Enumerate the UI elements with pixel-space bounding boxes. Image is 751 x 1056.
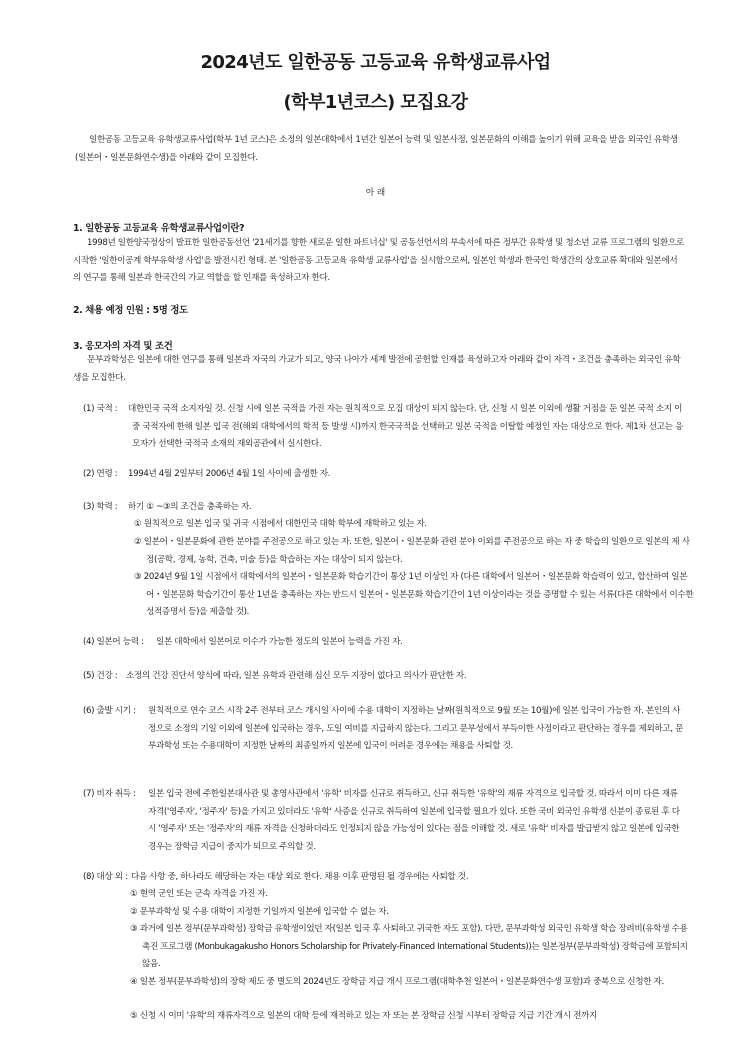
item-1-label: (1) 국적 :	[83, 404, 118, 414]
item-3-condition-2: ② 일본어・일본문화에 관한 분야를 주전공으로 하고 있는 자. 또한, 일본어・일본문화 관련 분야 이외를 주전공으로 하는 자 중 학습의 일환으로 일본의 제 사정(공학, 경제, 농학, 건축, 미술 등)을 학습하는 자는 대상이 되지 않는다.	[134, 537, 690, 565]
item-3-lead: 하기 ① ~③의 조건을 충족하는 자.	[128, 502, 252, 512]
page-title: 2024년도 일한공동 고등교육 유학생교류사업	[200, 52, 551, 73]
item-8-label: (8) 대상 외 :	[83, 872, 128, 882]
section-3-heading: 3. 응모자의 자격 및 조건	[73, 341, 173, 352]
item-7-label: (7) 비자 취득 :	[83, 789, 136, 799]
item-8-exclusion-4: ④ 일본 정부(문부과학성)의 장학 제도 중 별도의 2024년도 장학금 지급 개시 프로그램(대학추천 일본어・일본문화연수생 포함)과 중복으로 신청한 자.	[130, 977, 664, 987]
item-3-condition-3: ③ 2024년 9월 1일 시점에서 대학에서의 일본어・일본문화 학습기간이 통상 1년 이상인 자 (다른 대학에서 일본어・일본문화 학습력이 있고, 합산하여 일본어・일본문화 학습기간이 통산 1년을 충족하는 자는 반드시 일본어・일본문화 학습기간이 1년 이상이라는 것을 증명할 수 있는 서류(다른 대학에서 이수한 성적증명서 등)을 제출할 것).	[134, 572, 694, 617]
section-2-heading: 2. 채용 예정 인원 : 5명 정도	[73, 305, 188, 316]
item-5-label: (5) 건강 :	[83, 671, 118, 681]
item-8-exclusion-3: ③ 과거에 일본 정부(문부과학성) 장학금 유학생이었던 자(일본 입국 후 사퇴하고 귀국한 자도 포함). 다만, 문부과학성 외국인 유학생 학습 장려비(유학생 수용 촉진 프로그램 (Monbukagakusho Honors Scholarship for Privately-Financed International Students))는 일본정부(문부과학성) 장학금에 포함되지 않음.	[130, 924, 688, 969]
item-3-label: (3) 학력 :	[83, 502, 118, 512]
intro-paragraph: 일한공동 고등교육 유학생교류사업(학부 1년 코스)은 소정의 일본대학에서 1년간 일본어 능력 및 일본사정, 일본문화의 이해를 높이기 위해 교육을 받을 외국인 유학생(일본어・일본문화연수생)을 아래와 같이 모집한다.	[75, 135, 678, 163]
item-6-label: (6) 출발 시기 :	[83, 706, 136, 716]
section-1-heading: 1. 일한공동 고등교육 유학생교류사업이란?	[73, 223, 245, 234]
page-subtitle: (학부1년코스) 모집요강	[283, 92, 468, 113]
item-5-text: 소정의 건강 진단서 양식에 따라, 일본 유학과 관련해 심신 모두 지장이 없다고 의사가 판단한 자.	[126, 671, 467, 681]
section-3-intro: 문부과학성은 일본에 대한 연구를 통해 일본과 자국의 가교가 되고, 양국 나아가 세계 발전에 공헌할 인재를 육성하고자 아래와 같이 자격・조건을 충족하는 외국인 유학생을 모집한다.	[73, 355, 681, 383]
item-8-exclusion-1: ① 현역 군인 또는 군속 자격을 가진 자.	[130, 889, 268, 899]
item-4-label: (4) 일본어 능력 :	[83, 637, 144, 647]
item-8-exclusion-2: ② 문부과학성 및 수용 대학이 지정한 기일까지 일본에 입국할 수 없는 자.	[130, 907, 389, 917]
item-8-lead: 다음 사항 중, 하나라도 해당하는 자는 대상 외로 한다. 채용 이후 판명된 될 경우에는 사퇴할 것.	[131, 872, 469, 882]
section-1-body: 1998년 일한양국정상이 발표한 일한공동선언 '21세기를 향한 새로운 일한 파트너십' 및 공동선언서의 부속서에 따른 정부간 유학생 및 청소년 교류 프로그램의 일환으로 시작한 '일한이공계 학부유학생 사업'을 발전시킨 형태. 본 '일한공동 고등교육 유학생 교류사업'을 실시함으로써, 일본인 학생과 한국인 학생간의 상호교류 확대와 일본에서의 연구를 통해 일본과 한국간의 가교 역할을 할 인재를 육성하고자 한다.	[73, 238, 684, 283]
notice-heading: 아 래	[365, 188, 386, 198]
item-2-label: (2) 연령 :	[83, 469, 118, 479]
item-7-text: 일본 입국 전에 주한일본대사관 및 총영사관에서 '유학' 비자를 신규로 취득하고, 신규 취득한 '유학'의 재류 자격으로 입국할 것. 따라서 이미 다른 재류 자격('영주자', '정주자' 등)을 가지고 있더라도 '유학' 사증을 신규로 취득하여 일본에 입국할 필요가 있다. 또한 국비 외국인 유학생 신분이 종료된 후 다시 '영주자' 또는 '정주자'의 재류 자격을 신청하더라도 인정되지 않을 가능성이 있다는 점을 이해할 것. 새로 '유학' 비자를 발급받지 않고 일본에 입국한 경우는 장학금 지급이 중지가 되므로 주의할 것.	[148, 789, 680, 852]
item-6-text: 원칙적으로 연수 코스 시작 2주 전부터 코스 개시일 사이에 수용 대학이 지정하는 날짜(원칙적으로 9월 또는 10월)에 일본 입국이 가능한 자. 본인의 사정으로 소정의 기일 이외에 일본에 입국하는 경우, 도일 여비를 지급하지 않는다. 그리고 문부성에서 부득이한 사정이라고 판단하는 경우를 제외하고, 문부과학성 또는 수용대학이 지정한 날짜의 최종일까지 일본에 입국이 어려운 경우에는 채용을 사퇴할 것.	[148, 706, 684, 751]
item-8-exclusion-5: ⑤ 신청 시 이미 '유학'의 재류자격으로 일본의 대학 등에 재적하고 있는 자 또는 본 장학금 신청 시부터 장학금 지급 기간 개시 전까지	[130, 1011, 597, 1021]
item-2-text: 1994년 4월 2일부터 2006년 4월 1일 사이에 출생한 자.	[128, 469, 331, 479]
item-1-text: 대한민국 국적 소지자일 것. 신청 시에 일본 국적을 가진 자는 원칙적으로 모집 대상이 되지 않는다. 단, 신청 시 일본 이외에 생활 거점을 둔 일본 국적 소지 이중 국적자에 한해 일본 입국 전(해외 대학에서의 학적 등 발생 시)까지 한국국적을 선택하고 일본 국적을 이탈할 예정인 자는 대상으로 한다. 제1차 선고는 응모자가 선택한 국적국 소재의 재외공관에서 실시한다.	[128, 404, 683, 449]
item-4-text: 일본 대학에서 일본어로 이수가 가능한 정도의 일본어 능력을 가진 자.	[156, 637, 403, 647]
item-3-condition-1: ① 원칙적으로 일본 입국 및 귀국 시점에서 대한민국 대학 학부에 재학하고 있는 자.	[134, 519, 427, 529]
